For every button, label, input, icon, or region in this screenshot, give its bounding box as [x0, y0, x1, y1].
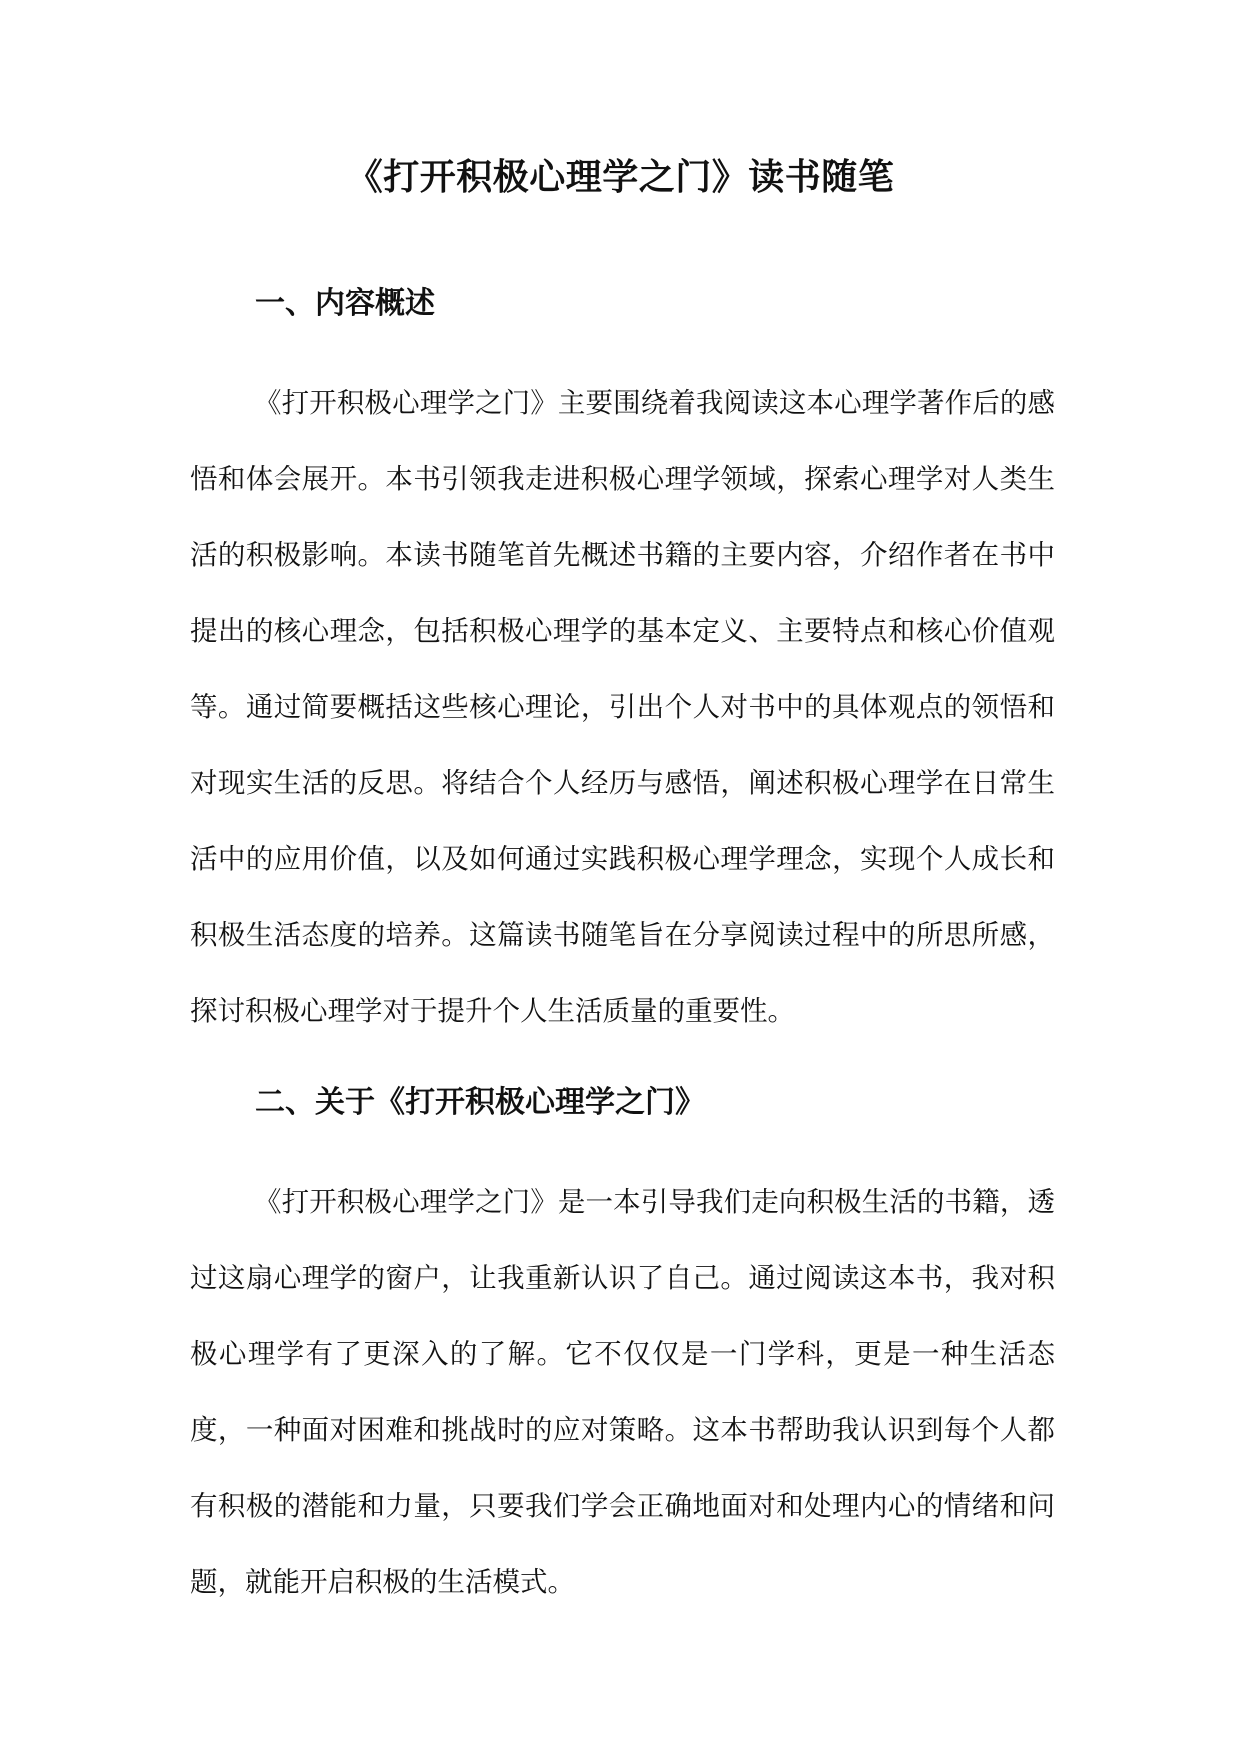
section-paragraph-overview: 《打开积极心理学之门》主要围绕着我阅读这本心理学著作后的感悟和体会展开。本书引领我走进积极心理学领域，探索心理学对人类生活的积极影响。本读书随笔首先概述书籍的主要内容，介绍作者在书中提出的核心理念，包括积极心理学的基本定义、主要特点和核心价值观等。通过简要概括这些核心理论，引出个人对书中的具体观点的领悟和对现实生活的反思。将结合个人经历与感悟，阐述积极心理学在日常生活中的应用价值，以及如何通过实践积极心理学理念，实现个人成长和积极生活态度的培养。这篇读书随笔旨在分享阅读过程中的所思所感，探讨积极心理学对于提升个人生活质量的重要性。 [190, 387, 1055, 1027]
section-paragraph-about-book: 《打开积极心理学之门》是一本引导我们走向积极生活的书籍，透过这扇心理学的窗户，让我重新认识了自己。通过阅读这本书，我对积极心理学有了更深入的了解。它不仅仅是一门学科，更是一种生活态度，一种面对困难和挑战时的应对策略。这本书帮助我认识到每个人都有积极的潜能和力量，只要我们学会正确地面对和处理内心的情绪和问题，就能开启积极的生活模式。 [190, 1186, 1055, 1598]
section-heading-overview: 一、内容概述 [255, 286, 435, 321]
document-title: 《打开积极心理学之门》读书随笔 [346, 157, 895, 198]
section-heading-about-book: 二、关于《打开积极心理学之门》 [255, 1085, 705, 1120]
